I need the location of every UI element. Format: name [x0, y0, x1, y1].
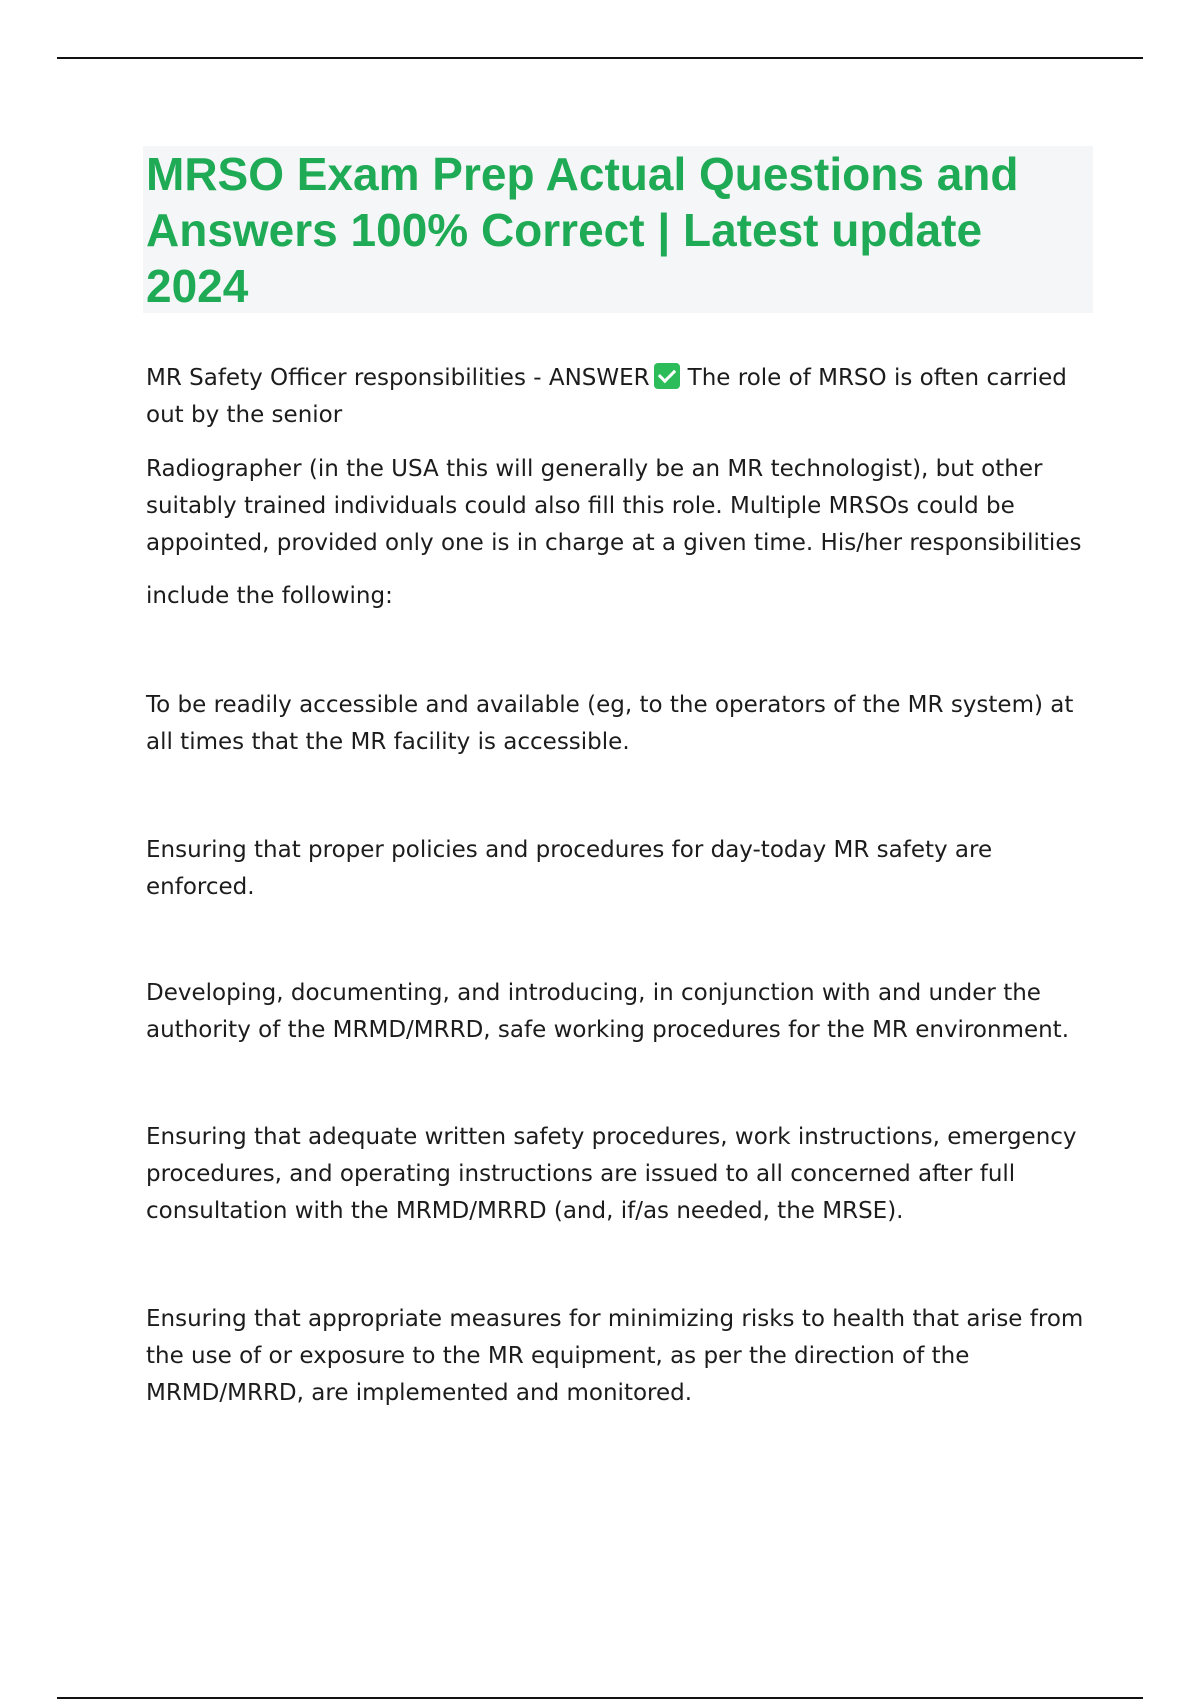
paragraph-4: Ensuring that proper policies and procedures for day-today MR safety are enforced. — [146, 837, 993, 900]
answer-start-text: The role of MRSO is often carried out by the senior — [146, 365, 1067, 428]
question-text: MR Safety Officer responsibilities - ANSWER — [146, 365, 650, 391]
question-paragraph — [146, 360, 1096, 434]
bottom-rule — [57, 1697, 1143, 1699]
paragraph-1: Radiographer (in the USA this will generally be an MR technologist), but other suitably trained individuals could also fill this role. Multiple MRSOs could be appointed, provided only one is in charge at a given time. His/her responsibilities — [146, 456, 1082, 556]
paragraph-3: To be readily accessible and available (eg, to the operators of the MR system) at all times that the MR facility is accessible. — [146, 692, 1074, 755]
title-banner — [143, 146, 1093, 313]
paragraph-6: Ensuring that adequate written safety procedures, work instructions, emergency procedures, and operating instructions are issued to all concerned after full consultation with the MRMD/MRRD (and, if/as needed, the MRSE). — [146, 1124, 1077, 1224]
paragraph-7: Ensuring that appropriate measures for minimizing risks to health that arise from the use of or exposure to the MR equipment, as per the direction of the MRMD/MRRD, are implemented and monitored. — [146, 1306, 1084, 1406]
top-rule — [57, 57, 1143, 59]
paragraph-5: Developing, documenting, and introducing, in conjunction with and under the authority of the MRMD/MRRD, safe working procedures for the MR environment. — [146, 980, 1070, 1043]
check-mark-icon — [654, 363, 680, 389]
page-title: MRSO Exam Prep Actual Questions and Answers 100% Correct | Latest update 2024 — [146, 148, 1019, 312]
paragraph-2: include the following: — [146, 583, 393, 609]
